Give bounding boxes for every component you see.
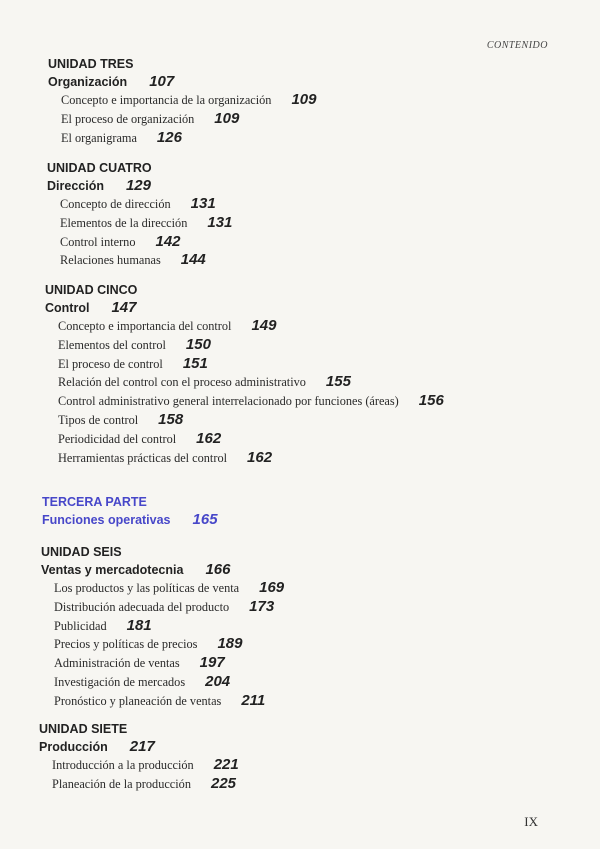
toc-entry[interactable]: Planeación de la producción 225 xyxy=(52,774,237,792)
toc-entry[interactable]: Pronóstico y planeación de ventas 211 xyxy=(54,691,266,709)
page-ref: 107 xyxy=(149,73,175,90)
toc-entry[interactable]: Elementos del control 150 xyxy=(58,335,211,353)
toc-entry[interactable]: El organigrama 126 xyxy=(61,128,182,146)
toc-entry[interactable]: Concepto e importancia de la organización 109 xyxy=(61,91,317,108)
toc-entry[interactable]: Periodicidad del control 162 xyxy=(58,429,222,447)
toc-entry[interactable]: Los productos y las políticas de venta 169 xyxy=(54,579,285,596)
toc-entry[interactable]: El proceso de control 151 xyxy=(58,354,208,372)
unit-label: UNIDAD CINCO xyxy=(45,283,138,297)
unit-title: Control 147 xyxy=(45,299,137,316)
part-title: Funciones operativas 165 xyxy=(42,511,218,528)
toc-entry[interactable]: Herramientas prácticas del control 162 xyxy=(58,448,273,466)
part-tercera xyxy=(42,493,218,529)
unit-label: UNIDAD SIETE xyxy=(39,722,128,736)
unit-title: Organización 107 xyxy=(48,73,175,90)
toc-entry[interactable]: Precios y políticas de precios 189 xyxy=(54,635,243,653)
toc-entry[interactable]: El proceso de organización 109 xyxy=(61,109,240,127)
page-ref: 166 xyxy=(205,561,231,578)
unit-items xyxy=(58,317,444,467)
unit-cuatro xyxy=(47,159,232,270)
toc-entry[interactable]: Relación del control con el proceso administrativo 155 xyxy=(58,373,351,391)
toc-entry[interactable]: Administración de ventas 197 xyxy=(54,654,225,672)
unit-title: Dirección 129 xyxy=(47,177,151,194)
unit-seis xyxy=(41,543,284,711)
running-header: CONTENIDO xyxy=(486,40,548,51)
toc-entry[interactable]: Investigación de mercados 204 xyxy=(54,672,231,690)
toc-entry[interactable]: Concepto de dirección 131 xyxy=(60,195,216,212)
unit-tres xyxy=(48,55,316,147)
unit-title: Ventas y mercadotecnia 166 xyxy=(41,561,231,578)
page-number: IX xyxy=(524,814,538,829)
toc-entry[interactable]: Tipos de control 158 xyxy=(58,410,184,428)
unit-label: UNIDAD TRES xyxy=(48,57,134,71)
part-label: TERCERA PARTE xyxy=(42,495,147,509)
toc-entry[interactable]: Publicidad 181 xyxy=(54,616,152,634)
unit-items xyxy=(60,195,232,270)
toc-entry[interactable]: Control administrativo general interrelacionado por funciones (áreas) 156 xyxy=(58,392,444,410)
unit-siete xyxy=(39,720,239,794)
toc-entry[interactable]: Elementos de la dirección 131 xyxy=(60,213,233,231)
page-ref: 217 xyxy=(129,738,155,755)
unit-items xyxy=(61,91,316,147)
page-ref: 165 xyxy=(192,511,218,528)
unit-items xyxy=(54,579,284,711)
toc-entry[interactable]: Relaciones humanas 144 xyxy=(60,251,206,269)
unit-label: UNIDAD SEIS xyxy=(41,545,122,559)
toc-entry[interactable]: Control interno 142 xyxy=(60,232,181,250)
page-ref: 129 xyxy=(125,177,151,194)
toc-entry[interactable]: Distribución adecuada del producto 173 xyxy=(54,597,275,615)
toc-entry[interactable]: Concepto e importancia del control 149 xyxy=(58,317,277,334)
unit-items xyxy=(52,756,239,794)
unit-label: UNIDAD CUATRO xyxy=(47,161,152,175)
toc-entry[interactable]: Introducción a la producción 221 xyxy=(52,756,239,773)
unit-cinco xyxy=(45,281,444,467)
page-ref: 147 xyxy=(111,299,137,316)
unit-title: Producción 217 xyxy=(39,738,155,755)
